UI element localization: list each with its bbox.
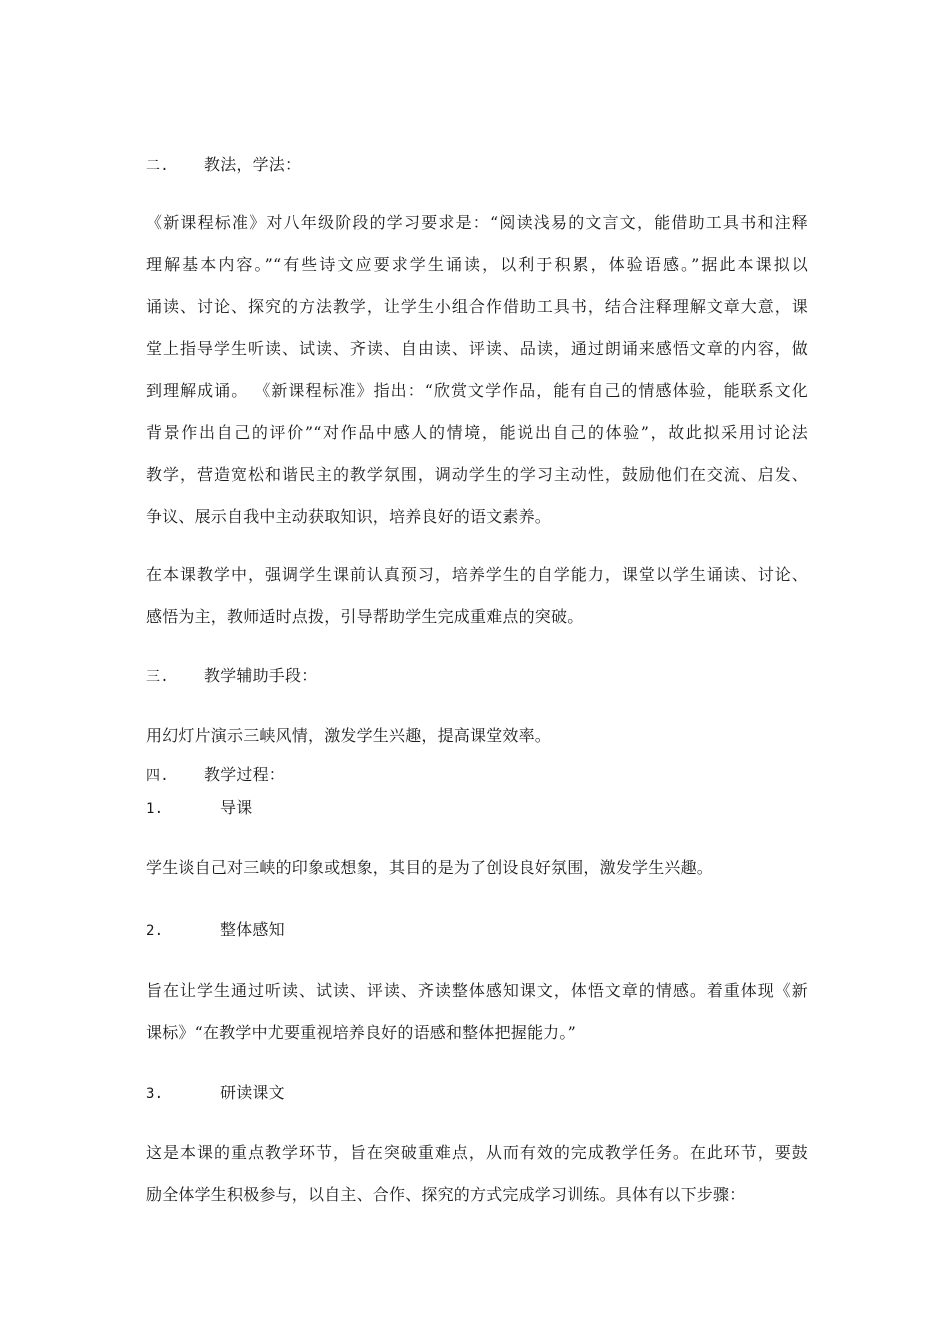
paragraph-line: 诵读、讨论、探究的方法教学，让学生小组合作借助工具书，结合注释理解文章大意，课 — [146, 297, 808, 316]
paragraph-line: 理解基本内容。”“有些诗文应要求学生诵读，以利于积累，体验语感。”据此本课拟以 — [146, 255, 808, 274]
step-number: 2. — [146, 923, 164, 939]
step-heading-2 — [146, 920, 285, 941]
section-title: 教法，学法： — [204, 155, 302, 174]
paragraph-line: 到理解成诵。 《新课程标准》指出：“欣赏文学作品，能有自己的情感体验，能联系文化 — [146, 381, 808, 400]
section-title: 教学过程： — [204, 765, 286, 784]
step-number: 1. — [146, 801, 164, 817]
paragraph-introduction: 学生谈自己对三峡的印象或想象，其目的是为了创设良好氛围，激发学生兴趣。 — [146, 858, 714, 877]
paragraph-line: 旨在让学生通过听读、试读、评读、齐读整体感知课文，体悟文章的情感。着重体现《新 — [146, 981, 808, 1000]
section-heading-4 — [146, 765, 286, 786]
paragraph-line: 这是本课的重点教学环节，旨在突破重难点，从而有效的完成教学任务。在此环节，要鼓 — [146, 1143, 808, 1162]
section-number: 三. — [146, 669, 169, 685]
step-title: 整体感知 — [220, 920, 285, 939]
paragraph-line: 背景作出自己的评价”“对作品中感人的情境，能说出自己的体验”，故此拟采用讨论法 — [146, 423, 808, 442]
paragraph-teaching-aids: 用幻灯片演示三峡风情，激发学生兴趣，提高课堂效率。 — [146, 726, 552, 745]
step-title: 导课 — [220, 798, 253, 817]
paragraph-line: 教学，营造宽松和谐民主的教学氛围，调动学生的学习主动性，鼓励他们在交流、启发、 — [146, 465, 808, 484]
section-number: 四. — [146, 768, 169, 784]
paragraph-line: 课标》“在教学中尤要重视培养良好的语感和整体把握能力。” — [146, 1023, 576, 1042]
paragraph-line: 《新课程标准》对八年级阶段的学习要求是：“阅读浅易的文言文，能借助工具书和注释 — [146, 213, 808, 232]
step-heading-3 — [146, 1083, 285, 1104]
paragraph-line: 争议、展示自我中主动获取知识，培养良好的语文素养。 — [146, 507, 552, 526]
step-title: 研读课文 — [220, 1083, 285, 1102]
step-heading-1 — [146, 798, 253, 819]
section-heading-2 — [146, 155, 302, 176]
paragraph-line: 励全体学生积极参与，以自主、合作、探究的方式完成学习训练。具体有以下步骤： — [146, 1185, 746, 1204]
paragraph-line: 在本课教学中，强调学生课前认真预习，培养学生的自学能力，课堂以学生诵读、讨论、 — [146, 565, 808, 584]
section-title: 教学辅助手段： — [204, 666, 318, 685]
paragraph-line: 感悟为主，教师适时点拨，引导帮助学生完成重难点的突破。 — [146, 607, 584, 626]
section-heading-3 — [146, 666, 318, 687]
step-number: 3. — [146, 1086, 164, 1102]
paragraph-line: 堂上指导学生听读、试读、齐读、自由读、评读、品读，通过朗诵来感悟文章的内容，做 — [146, 339, 808, 358]
section-number: 二. — [146, 158, 169, 174]
